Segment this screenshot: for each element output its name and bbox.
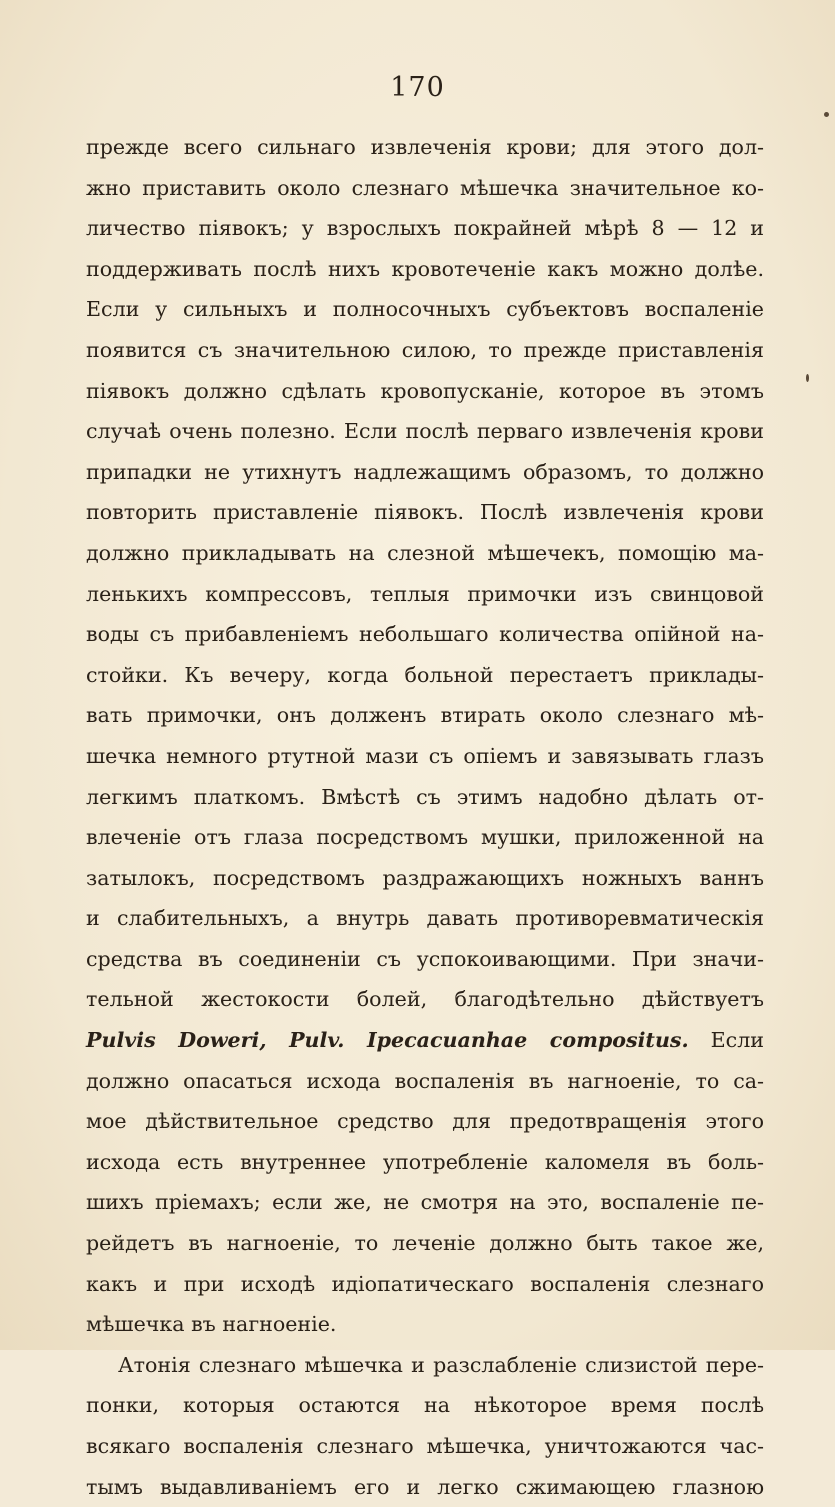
text-line-paragraph-end: мѣшечка въ нагноеніе. xyxy=(86,1312,337,1337)
text-line: и слабительныхъ, а внутрь давать противоревматическія xyxy=(86,906,764,931)
text-line: повторить приставленіе піявокъ. Послѣ извлеченія крови xyxy=(86,500,764,525)
body-text xyxy=(86,127,764,1507)
text-line: поддерживать послѣ нихъ кровотеченіе какъ можно долѣе. xyxy=(86,256,764,281)
text-line: піявокъ должно сдѣлать кровопусканіе, которое въ этомъ xyxy=(86,378,764,403)
text-line: какъ и при исходѣ идіопатическаго воспаленія слезнаго xyxy=(86,1271,764,1296)
text-line: влеченіе отъ глаза посредствомъ мушки, приложенной на xyxy=(86,825,764,850)
text-line: исхода есть внутреннее употребленіе каломеля въ боль- xyxy=(86,1149,764,1174)
text-line: понки, которыя остаются на нѣкоторое время послѣ xyxy=(86,1393,764,1418)
text-line: легкимъ платкомъ. Вмѣстѣ съ этимъ надобно дѣлать от- xyxy=(86,784,764,809)
text-line: личество піявокъ; у взрослыхъ покрайней мѣрѣ 8 — 12 и xyxy=(86,216,764,241)
text-line: затылокъ, посредствомъ раздражающихъ ножныхъ ваннъ xyxy=(86,865,764,890)
text-line-tail: Если xyxy=(688,1028,765,1053)
text-line: тымъ выдавливаніемъ его и легко сжимающею глазною xyxy=(86,1474,764,1499)
text-line: прежде всего сильнаго извлеченія крови; для этого дол- xyxy=(86,135,764,159)
text-line-paragraph-start: Атонія слезнаго мѣшечка и разслабленіе слизистой пере- xyxy=(118,1352,764,1377)
paper-speck xyxy=(824,112,829,117)
text-line: припадки не утихнутъ надлежащимъ образомъ, то должно xyxy=(86,459,764,484)
text-line: тельной жестокости болей, благодѣтельно дѣйствуетъ xyxy=(86,987,764,1012)
text-line: вать примочки, онъ долженъ втирать около слезнаго мѣ- xyxy=(86,703,764,728)
text-line: шихъ пріемахъ; если же, не смотря на это, воспаленіе пе- xyxy=(86,1190,764,1215)
text-line: средства въ соединеніи съ успокоивающими. При значи- xyxy=(86,946,764,971)
text-line: рейдетъ въ нагноеніе, то леченіе должно быть такое же, xyxy=(86,1231,764,1256)
latin-drug-names: Pulvis Doweri, Pulv. Ipecacuanhae compositus. xyxy=(86,1028,689,1053)
text-line: мое дѣйствительное средство для предотвращенія этого xyxy=(86,1109,764,1134)
text-line: должно опасаться исхода воспаленія въ нагноеніе, то са- xyxy=(86,1068,764,1093)
text-line: случаѣ очень полезно. Если послѣ перваго извлеченія крови xyxy=(86,419,764,444)
text-line: стойки. Къ вечеру, когда больной перестаетъ приклады- xyxy=(86,662,764,687)
text-line: шечка немного ртутной мази съ опіемъ и завязывать глазъ xyxy=(86,743,764,768)
text-line: воды съ прибавленіемъ небольшаго количества опійной на- xyxy=(86,622,764,647)
text-line: должно прикладывать на слезной мѣшечекъ, помощію ма- xyxy=(86,540,764,565)
page-number: 170 xyxy=(390,72,445,103)
text-line-latin xyxy=(86,1020,764,1061)
text-line: Если у сильныхъ и полносочныхъ субъектовъ воспаленіе xyxy=(86,297,764,322)
text-line: жно приставить около слезнаго мѣшечка значительное ко- xyxy=(86,175,764,200)
paper-speck xyxy=(806,374,809,382)
text-line: всякаго воспаленія слезнаго мѣшечка, уничтожаются час- xyxy=(86,1434,764,1458)
text-line: ленькихъ компрессовъ, теплыя примочки изъ свинцовой xyxy=(86,581,764,606)
text-line: появится съ значительною силою, то прежде приставленія xyxy=(86,337,764,362)
